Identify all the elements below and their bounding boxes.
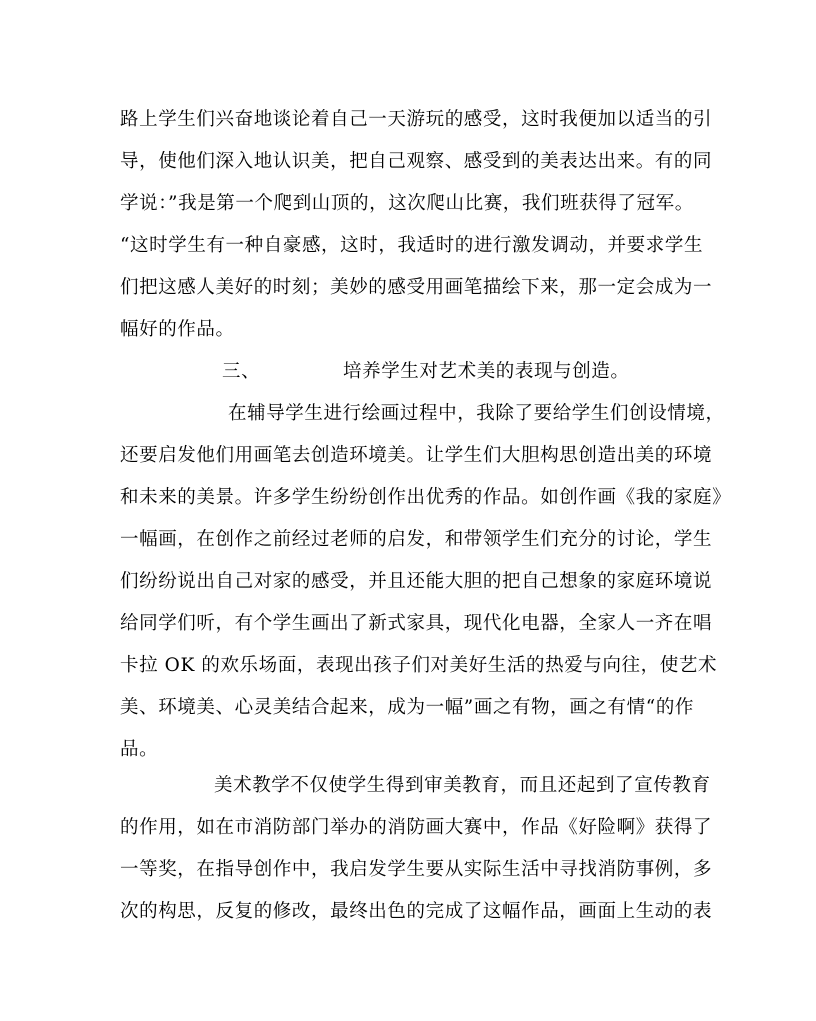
paragraph-line: 一等奖，在指导创作中，我启发学生要从实际生活中寻找消防事例，多 <box>120 859 713 880</box>
paragraph-line: 还要启发他们用画笔去创造环境美。让学生们大胆构思创造出美的环境 <box>120 445 713 466</box>
paragraph-line: 一幅画，在创作之前经过老师的启发，和带领学生们充分的讨论，学生 <box>120 529 713 550</box>
paragraph-line: 美术教学不仅使学生得到审美教育，而且还起到了宣传教育 <box>214 775 711 796</box>
paragraph-line: 给同学们听，有个学生画出了新式家具，现代化电器，全家人一齐在唱 <box>120 613 713 634</box>
paragraph-line: “这时学生有一种自豪感，这时，我适时的进行激发调动，并要求学生 <box>120 235 704 256</box>
paragraph-line: 品。 <box>120 739 159 760</box>
paragraph-line: 的作用，如在市消防部门举办的消防画大赛中，作品《好险啊》获得了 <box>120 817 713 838</box>
paragraph-line: 路上学生们兴奋地谈论着自己一天游玩的感受，这时我便加以适当的引 <box>120 109 713 130</box>
paragraph-line: 卡拉 OK 的欢乐场面，表现出孩子们对美好生活的热爱与向往，使艺术 <box>120 655 718 676</box>
paragraph-line: 和未来的美景。许多学生纷纷创作出优秀的作品。如创作画《我的家庭》 <box>120 487 732 508</box>
section-number: 三、 <box>222 361 261 382</box>
paragraph-line: 次的构思，反复的修改，最终出色的完成了这幅作品，画面上生动的表 <box>120 901 713 922</box>
paragraph-line: 幅好的作品。 <box>120 319 235 340</box>
paragraph-line: 们纷纷说出自己对家的感受，并且还能大胆的把自己想象的家庭环境说 <box>120 571 713 592</box>
paragraph-line: 们把这感人美好的时刻；美妙的感受用画笔描绘下来，那一定会成为一 <box>120 277 713 298</box>
paragraph-line: 学说：”我是第一个爬到山顶的，这次爬山比赛，我们班获得了冠军。 <box>120 193 694 214</box>
paragraph-line: 导，使他们深入地认识美，把自己观察、感受到的美表达出来。有的同 <box>120 151 713 172</box>
paragraph-line: 在辅导学生进行绘画过程中，我除了要给学生们创设情境， <box>228 403 725 424</box>
section-heading: 培养学生对艺术美的表现与创造。 <box>343 361 630 382</box>
paragraph-line: 美、环境美、心灵美结合起来，成为一幅”画之有物，画之有情“的作 <box>120 697 695 718</box>
